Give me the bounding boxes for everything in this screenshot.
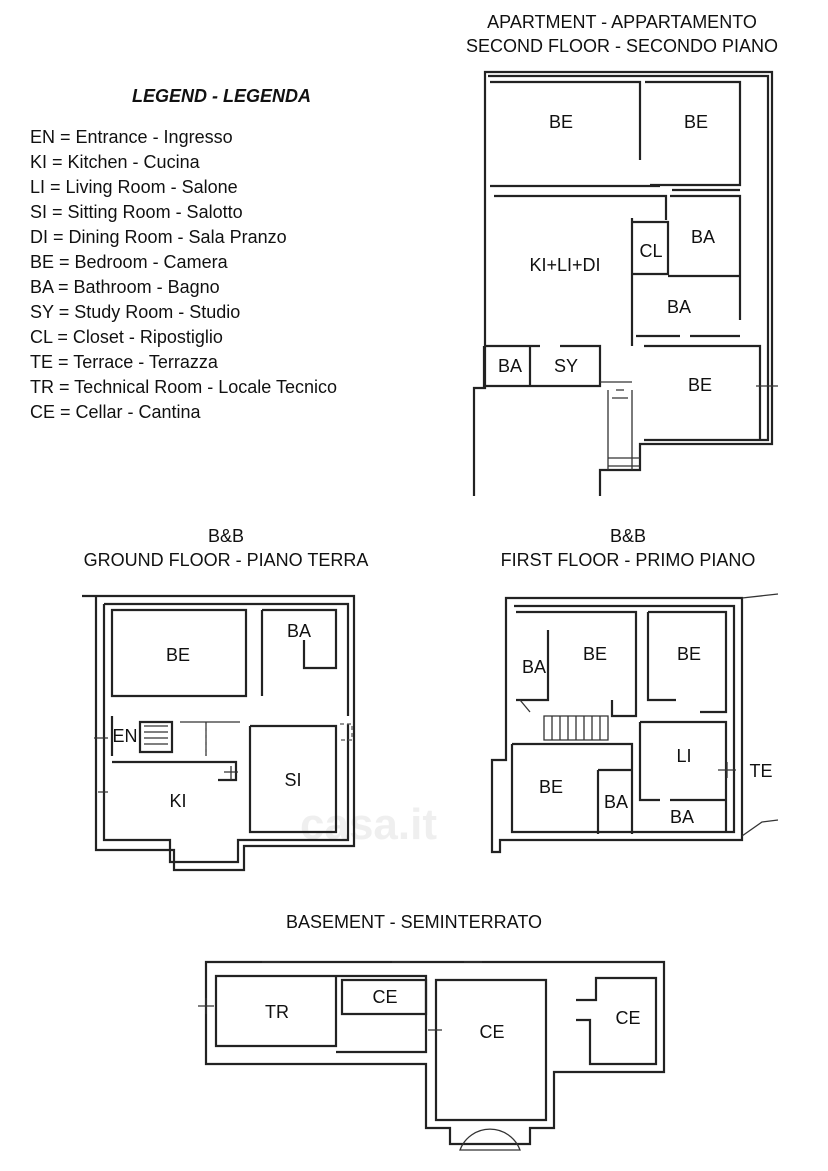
legend-item: EN = Entrance - Ingresso	[30, 127, 233, 147]
second-floor-outline	[474, 72, 772, 496]
room-label: BA	[666, 296, 692, 317]
room-label: LI	[676, 745, 692, 766]
legend-item: CE = Cellar - Cantina	[30, 402, 201, 422]
first-floor-stairs	[544, 716, 608, 740]
first-floor-outline	[492, 598, 742, 852]
legend-item: SI = Sitting Room - Salotto	[30, 202, 243, 222]
room-label: KI+LI+DI	[529, 254, 601, 275]
room-label: SI	[284, 769, 302, 790]
ground-floor-door	[94, 738, 238, 792]
room-label: CE	[372, 986, 398, 1007]
room-label: BE	[548, 111, 574, 132]
first-floor-title-line2: FIRST FLOOR - PRIMO PIANO	[500, 550, 756, 570]
ground-floor-wall	[112, 726, 336, 832]
room-label: BA	[690, 226, 716, 247]
plan-ground-floor	[82, 596, 354, 870]
second-floor-wall	[490, 82, 740, 185]
legend-item: CL = Closet - Ripostiglio	[30, 327, 223, 347]
room-label: CL	[639, 240, 663, 261]
room-label: BE	[165, 644, 191, 665]
room-label: BE	[582, 643, 608, 664]
room-label: BA	[603, 791, 629, 812]
second-floor-stairs	[600, 382, 640, 470]
plan-first-floor	[492, 594, 778, 852]
watermark: casa.it	[300, 800, 437, 849]
legend-item: TE = Terrace - Terrazza	[30, 352, 218, 372]
room-label: SY	[553, 355, 579, 376]
legend-item: BA = Bathroom - Bagno	[30, 277, 220, 297]
room-label: BA	[497, 355, 523, 376]
room-label: BA	[669, 806, 695, 827]
room-label: BE	[538, 776, 564, 797]
room-label: CE	[615, 1007, 641, 1028]
basement-arch	[460, 1129, 520, 1150]
plan-basement	[198, 962, 664, 1150]
room-label: BE	[683, 111, 709, 132]
room-label: CE	[479, 1021, 505, 1042]
room-label: BE	[687, 374, 713, 395]
legend-item: KI = Kitchen - Cucina	[30, 152, 200, 172]
room-label: TE	[749, 760, 773, 781]
second-floor-title-line2: SECOND FLOOR - SECONDO PIANO	[465, 36, 779, 56]
room-label: BA	[521, 656, 547, 677]
second-floor-wall	[490, 186, 740, 190]
legend-title: LEGEND - LEGENDA	[132, 86, 312, 106]
first-floor-wall	[512, 744, 632, 834]
first-floor-title-line1: B&B	[609, 526, 647, 546]
second-floor-title-line1: APARTMENT - APPARTAMENTO	[487, 12, 757, 32]
ground-floor-title-line2: GROUND FLOOR - PIANO TERRA	[83, 550, 369, 570]
plan-second-floor	[474, 72, 778, 496]
room-label: EN	[112, 725, 138, 746]
basement-wall	[436, 980, 546, 1120]
ground-floor-dashed	[206, 724, 352, 754]
room-label: BE	[676, 643, 702, 664]
ground-floor-title-line1: B&B	[207, 526, 245, 546]
legend-item: DI = Dining Room - Sala Pranzo	[30, 227, 287, 247]
legend-item: TR = Technical Room - Locale Tecnico	[30, 377, 337, 397]
legend-item: SY = Study Room - Studio	[30, 302, 241, 322]
room-label: KI	[169, 790, 187, 811]
legend-item: LI = Living Room - Salone	[30, 177, 238, 197]
basement-title-text: BASEMENT - SEMINTERRATO	[285, 912, 543, 932]
room-label: BA	[286, 620, 312, 641]
room-label: TR	[265, 1001, 289, 1022]
legend-item: BE = Bedroom - Camera	[30, 252, 228, 272]
